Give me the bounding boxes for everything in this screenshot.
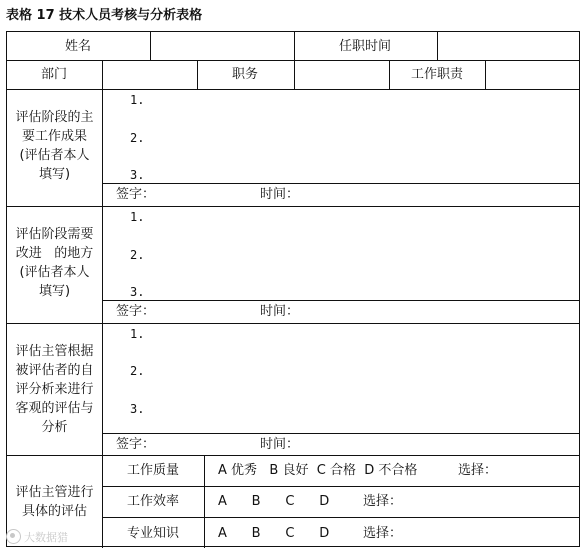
- expertise-options: A B C D: [218, 526, 330, 541]
- section-1-sign-label: 签字：: [116, 187, 156, 202]
- evaluation-label: 评估主管进行 具体的评估: [15, 485, 94, 519]
- work-efficiency-label: 工作效率: [126, 494, 180, 509]
- watermark: 大数据猎: [6, 529, 68, 545]
- section-3-item-3: 3.: [130, 402, 145, 416]
- expertise-choose: 选择：: [363, 526, 403, 541]
- watermark-logo-icon: [6, 529, 21, 544]
- section-2-item-3: 3.: [130, 285, 145, 299]
- duty-label: 工作职责: [410, 67, 464, 82]
- section-1-time-label: 时间：: [260, 187, 300, 202]
- assessment-table: [6, 31, 580, 547]
- section-2-item-2: 2.: [130, 248, 145, 262]
- section-1-label: 评估阶段的主 要工作成果 (评估者本人 填写): [15, 110, 94, 182]
- section-1-item-3: 3.: [130, 168, 145, 182]
- section-3-item-1: 1.: [130, 327, 145, 341]
- work-efficiency-options: A B C D: [218, 494, 330, 509]
- work-efficiency-choose: 选择：: [363, 494, 403, 509]
- section-3-label: 评估主管根据 被评估者的自 评分析来进行 客观的评估与 分析: [15, 344, 94, 435]
- section-3-time-label: 时间：: [260, 437, 300, 452]
- table-title: 表格 17 技术人员考核与分析表格: [6, 8, 203, 23]
- department-label: 部门: [40, 67, 68, 82]
- section-2-sign-label: 签字：: [116, 304, 156, 319]
- work-quality-options: A 优秀 B 良好 C 合格 D 不合格: [218, 463, 418, 478]
- section-1-item-2: 2.: [130, 131, 145, 145]
- section-2-time-label: 时间：: [260, 304, 300, 319]
- work-quality-choose: 选择：: [458, 463, 498, 478]
- section-1-item-1: 1.: [130, 93, 145, 107]
- name-label: 姓名: [64, 39, 92, 54]
- section-3-sign-label: 签字：: [116, 437, 156, 452]
- section-2-label: 评估阶段需要 改进 的地方 (评估者本人 填写): [15, 227, 94, 299]
- start-time-label: 任职时间: [338, 39, 392, 54]
- section-3-item-2: 2.: [130, 364, 145, 378]
- expertise-label: 专业知识: [126, 526, 180, 541]
- work-quality-label: 工作质量: [126, 463, 180, 478]
- section-2-item-1: 1.: [130, 210, 145, 224]
- position-label: 职务: [231, 67, 259, 82]
